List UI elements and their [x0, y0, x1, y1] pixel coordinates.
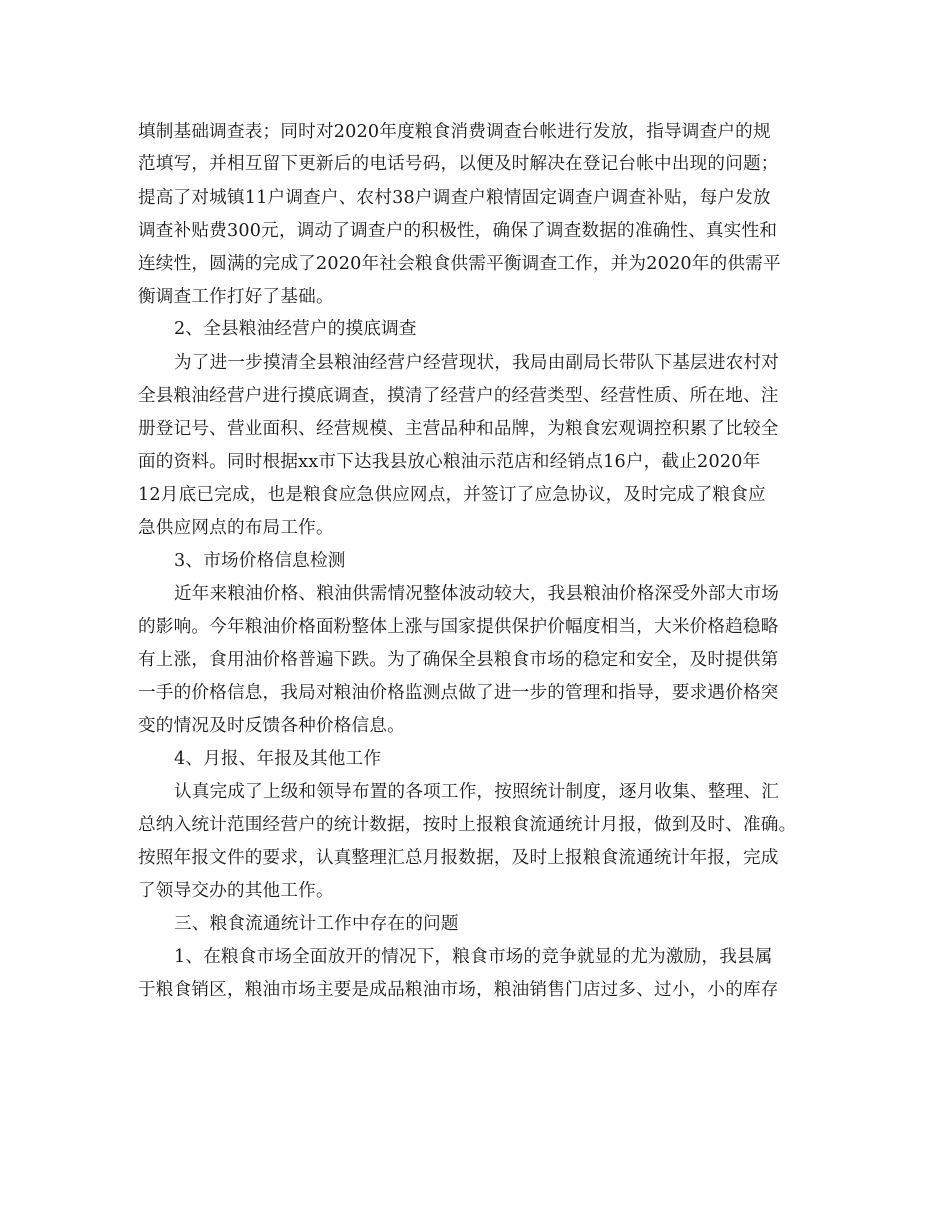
section-heading: 三、粮食流通统计工作中存在的问题 [174, 914, 459, 934]
text-line: 12月底已完成，也是粮食应急供应网点，并签订了应急协议，及时完成了粮食应 [138, 485, 766, 505]
text-line: 一手的价格信息，我局对粮油价格监测点做了进一步的管理和指导，要求遇价格突 [138, 683, 779, 703]
section-heading: 3、市场价格信息检测 [174, 551, 346, 571]
text-line: 按照年报文件的要求，认真整理汇总月报数据，及时上报粮食流通统计年报，完成 [138, 848, 779, 868]
text-line: 总纳入统计范围经营户的统计数据，按时上报粮食流通统计月报，做到及时、准确。 [138, 815, 797, 835]
text-line: 变的情况及时反馈各种价格信息。 [138, 716, 405, 736]
text-line: 了领导交办的其他工作。 [138, 881, 334, 901]
text-line: 衡调查工作打好了基础。 [138, 287, 334, 307]
section-heading: 2、全县粮油经营户的摸底调查 [174, 319, 417, 339]
text-line: 近年来粮油价格、粮油供需情况整体波动较大，我县粮油价格深受外部大市场 [174, 584, 779, 604]
text-line: 调查补贴费300元，调动了调查户的积极性，确保了调查数据的准确性、真实性和 [138, 221, 778, 241]
text-line: 为了进一步摸清全县粮油经营户经营现状，我局由副局长带队下基层进农村对 [174, 353, 779, 373]
section-heading: 4、月报、年报及其他工作 [174, 749, 382, 769]
text-line: 于粮食销区，粮油市场主要是成品粮油市场，粮油销售门店过多、过小，小的库存 [138, 980, 779, 1000]
text-line: 的影响。今年粮油价格面粉整体上涨与国家提供保护价幅度相当，大米价格趋稳略 [138, 617, 779, 637]
text-line: 提高了对城镇11户调查户、农村38户调查户粮情固定调查户调查补贴，每户发放 [138, 188, 771, 208]
text-line: 范填写，并相互留下更新后的电话号码，以便及时解决在登记台帐中出现的问题； [138, 154, 779, 174]
text-line: 连续性，圆满的完成了2020年社会粮食供需平衡调查工作，并为2020年的供需平 [138, 254, 781, 274]
text-line: 全县粮油经营户进行摸底调查，摸清了经营户的经营类型、经营性质、所在地、注 [138, 386, 779, 406]
text-line: 册登记号、营业面积、经营规模、主营品种和品牌，为粮食宏观调控积累了比较全 [138, 419, 779, 439]
text-line: 有上涨，食用油价格普遍下跌。为了确保全县粮食市场的稳定和安全，及时提供第 [138, 650, 779, 670]
text-line: 填制基础调查表；同时对2020年度粮食消费调查台帐进行发放，指导调查户的规 [138, 122, 771, 142]
text-line: 认真完成了上级和领导布置的各项工作，按照统计制度，逐月收集、整理、汇 [174, 782, 779, 802]
text-line: 面的资料。同时根据xx市下达我县放心粮油示范店和经销点16户，截止2020年 [138, 452, 761, 472]
text-line: 1、在粮食市场全面放开的情况下，粮食市场的竞争就显的尤为激励，我县属 [174, 947, 773, 967]
text-line: 急供应网点的布局工作。 [138, 518, 334, 538]
